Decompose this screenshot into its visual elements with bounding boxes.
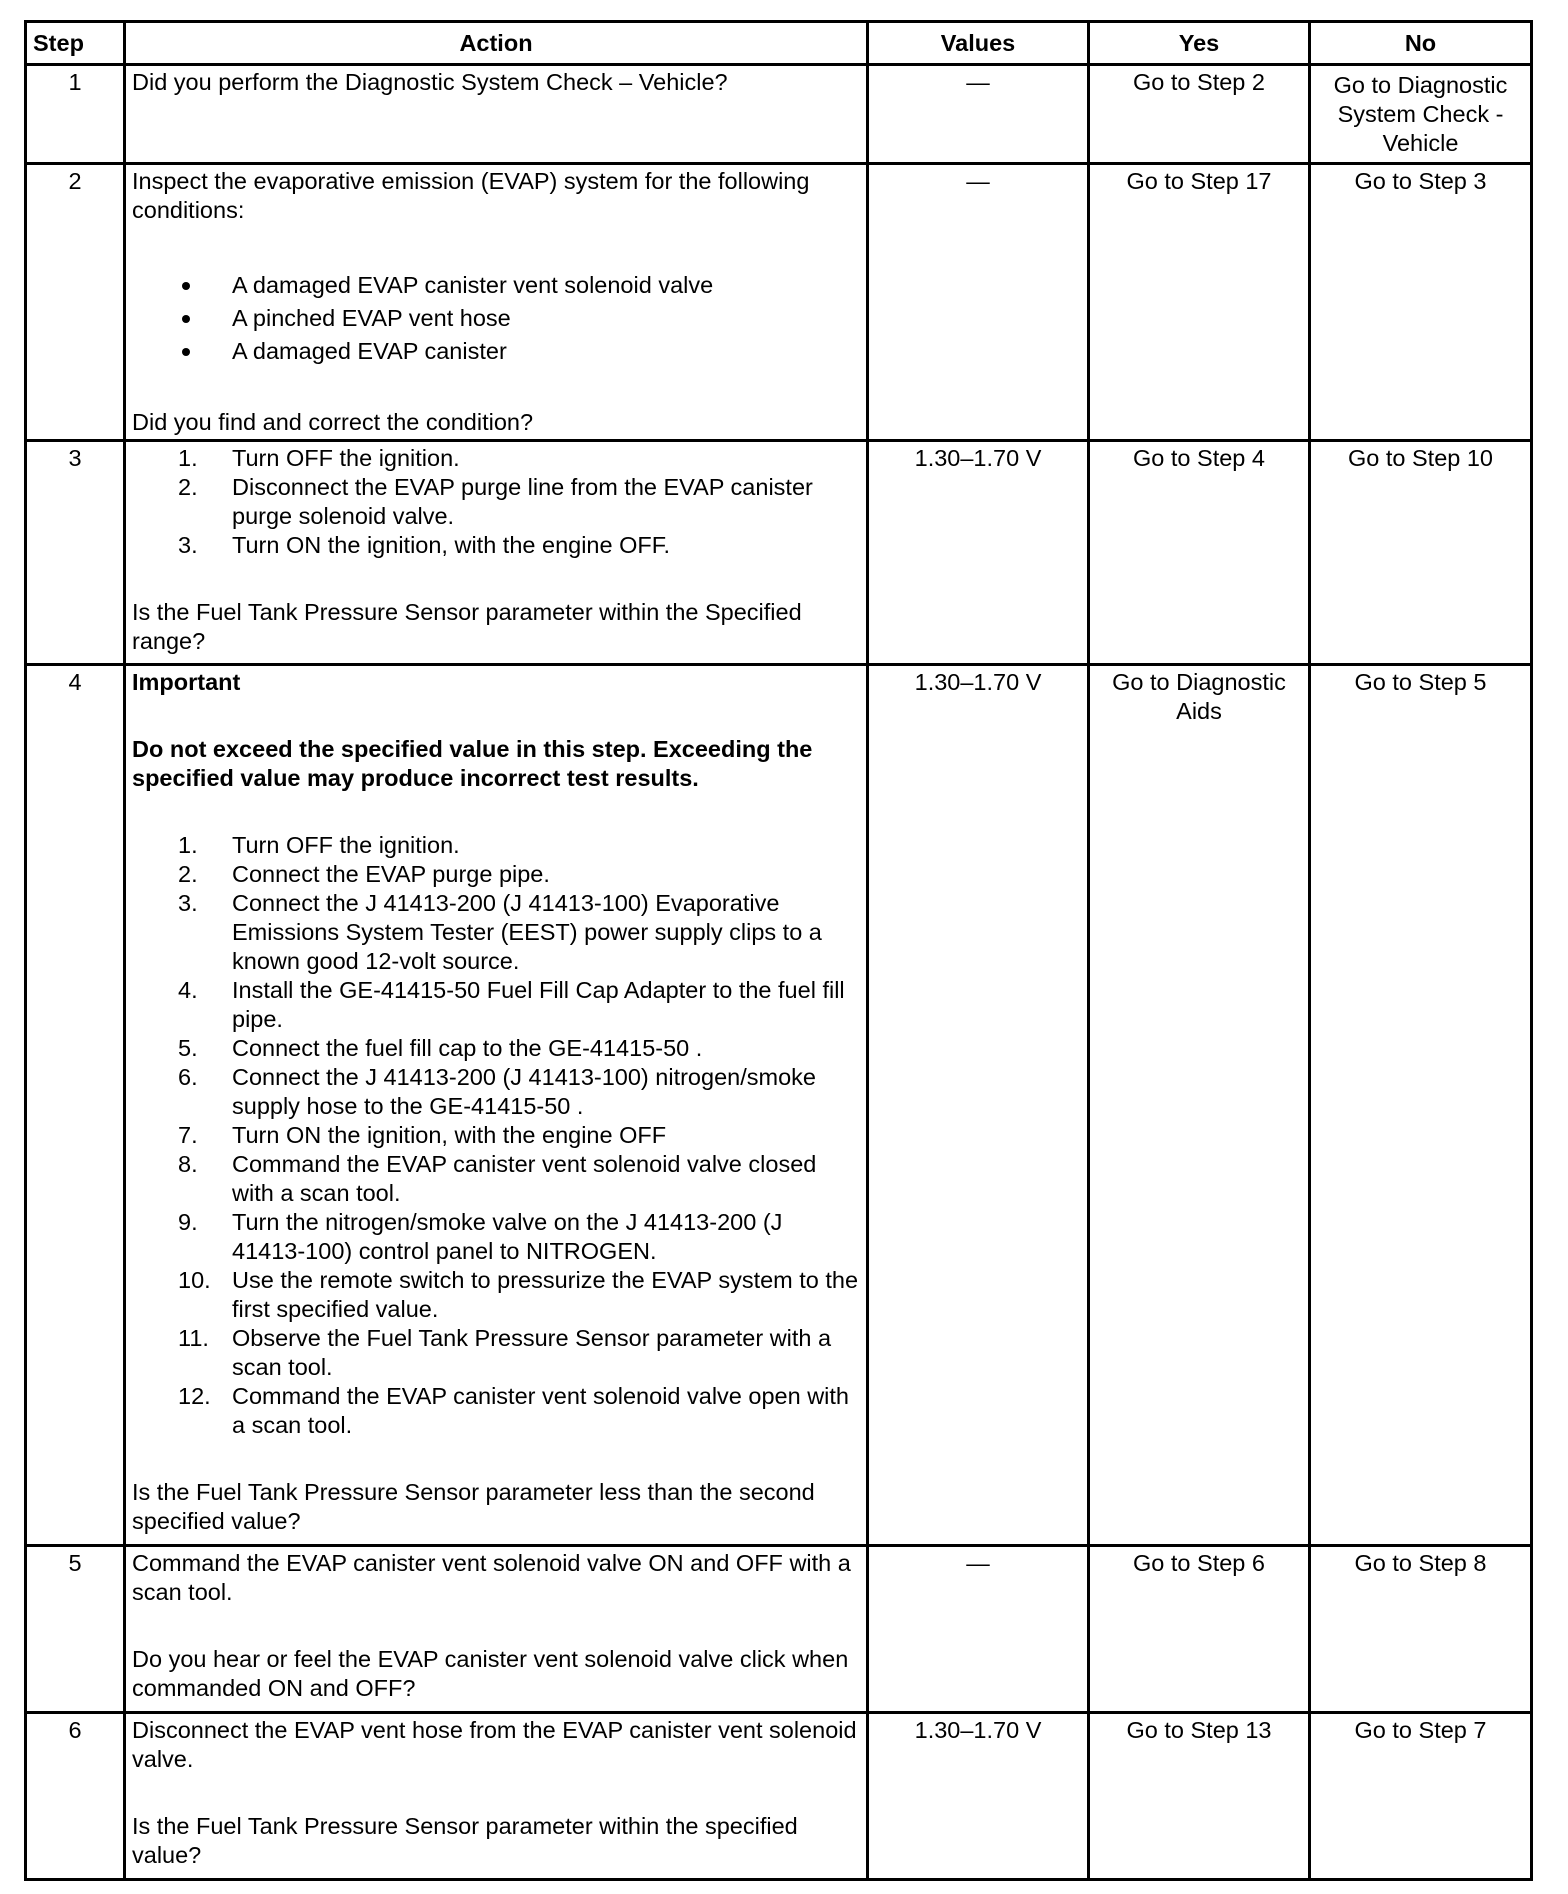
bullet-icon [182, 315, 190, 323]
action-cell [125, 65, 868, 164]
list-item: 8. Command the EVAP canister vent solenoid valve closed with a scan tool. [178, 1151, 817, 1206]
step-number: 5 [26, 1546, 125, 1713]
action-intro: Command the EVAP canister vent solenoid valve ON and OFF with a scan tool. [132, 1550, 851, 1605]
table-row [26, 1713, 1532, 1880]
list-item: 2. Connect the EVAP purge pipe. [178, 861, 550, 887]
list-item: 12. Command the EVAP canister vent solenoid valve open with a scan tool. [178, 1383, 850, 1438]
list-item: 1. Turn OFF the ignition. [178, 445, 460, 471]
list-item: 3. Turn ON the ignition, with the engine OFF. [178, 532, 671, 558]
no-cell: Go to Diagnostic System Check - Vehicle [1310, 65, 1532, 164]
header-no: No [1310, 22, 1532, 65]
values-cell: 1.30–1.70 V [868, 1713, 1089, 1880]
list-item: A damaged EVAP canister vent solenoid valve [132, 269, 860, 302]
procedure-list [132, 444, 860, 560]
header-values: Values [868, 22, 1089, 65]
action-cell [125, 164, 868, 441]
values-cell: — [868, 164, 1089, 441]
bullet-icon [182, 348, 190, 356]
yes-cell: Go to Diagnostic Aids [1089, 665, 1310, 1546]
step-number: 3 [26, 441, 125, 665]
list-item: 1. Turn OFF the ignition. [178, 832, 460, 858]
header-yes: Yes [1089, 22, 1310, 65]
no-cell: Go to Step 5 [1310, 665, 1532, 1546]
bullet-icon [182, 282, 190, 290]
header-action: Action [125, 22, 868, 65]
yes-cell: Go to Step 6 [1089, 1546, 1310, 1713]
action-intro: Inspect the evaporative emission (EVAP) system for the following conditions: [132, 168, 810, 223]
list-item: 6. Connect the J 41413-200 (J 41413-100) nitrogen/smoke supply hose to the GE-41415-50 . [178, 1064, 816, 1119]
table-row [26, 441, 1532, 665]
action-cell [125, 1546, 868, 1713]
values-cell: — [868, 65, 1089, 164]
action-question: Is the Fuel Tank Pressure Sensor parameter within the specified value? [132, 1813, 798, 1868]
list-item: 3. Connect the J 41413-200 (J 41413-100) Evaporative Emissions System Tester (EEST) power supply clips to a known good 12-volt source. [178, 890, 822, 974]
action-question: Do you hear or feel the EVAP canister vent solenoid valve click when commanded ON and OFF? [132, 1646, 849, 1701]
procedure-list [132, 831, 860, 1440]
step-number: 2 [26, 164, 125, 441]
yes-cell: Go to Step 13 [1089, 1713, 1310, 1880]
list-item: 5. Connect the fuel fill cap to the GE-41415-50 . [178, 1035, 703, 1061]
list-item: 7. Turn ON the ignition, with the engine OFF [178, 1122, 667, 1148]
yes-cell: Go to Step 2 [1089, 65, 1310, 164]
action-intro: Disconnect the EVAP vent hose from the EVAP canister vent solenoid valve. [132, 1717, 857, 1772]
step-number: 1 [26, 65, 125, 164]
action-question: Did you find and correct the condition? [132, 409, 534, 435]
list-item: A damaged EVAP canister [132, 335, 860, 368]
table-row [26, 665, 1532, 1546]
no-cell: Go to Step 10 [1310, 441, 1532, 665]
header-step: Step [26, 22, 125, 65]
list-item: 10. Use the remote switch to pressurize the EVAP system to the first specified value. [178, 1267, 859, 1322]
important-label: Important [132, 669, 241, 695]
action-cell [125, 1713, 868, 1880]
list-item: 9. Turn the nitrogen/smoke valve on the J 41413-200 (J 41413-100) control panel to NITROGEN. [178, 1209, 783, 1264]
values-cell: 1.30–1.70 V [868, 441, 1089, 665]
important-text: Do not exceed the specified value in this step. Exceeding the specified value may produce incorrect test results. [132, 736, 813, 791]
action-cell [125, 441, 868, 665]
action-question: Is the Fuel Tank Pressure Sensor parameter less than the second specified value? [132, 1479, 815, 1534]
action-question: Is the Fuel Tank Pressure Sensor parameter within the Specified range? [132, 599, 802, 654]
yes-cell: Go to Step 4 [1089, 441, 1310, 665]
diagnostic-table [24, 20, 1533, 1881]
no-cell: Go to Step 8 [1310, 1546, 1532, 1713]
step-number: 6 [26, 1713, 125, 1880]
values-cell: — [868, 1546, 1089, 1713]
table-row [26, 65, 1532, 164]
step-number: 4 [26, 665, 125, 1546]
condition-list [132, 269, 860, 368]
action-cell [125, 665, 868, 1546]
list-item: 11. Observe the Fuel Tank Pressure Sensor parameter with a scan tool. [178, 1325, 832, 1380]
no-cell: Go to Step 3 [1310, 164, 1532, 441]
list-item: 4. Install the GE-41415-50 Fuel Fill Cap Adapter to the fuel fill pipe. [178, 977, 845, 1032]
list-item: A pinched EVAP vent hose [132, 302, 860, 335]
yes-cell: Go to Step 17 [1089, 164, 1310, 441]
action-question: Did you perform the Diagnostic System Check – Vehicle? [132, 69, 728, 95]
values-cell: 1.30–1.70 V [868, 665, 1089, 1546]
table-row [26, 164, 1532, 441]
list-item: 2. Disconnect the EVAP purge line from the EVAP canister purge solenoid valve. [178, 474, 813, 529]
header-row [26, 22, 1532, 65]
table-row [26, 1546, 1532, 1713]
no-cell: Go to Step 7 [1310, 1713, 1532, 1880]
